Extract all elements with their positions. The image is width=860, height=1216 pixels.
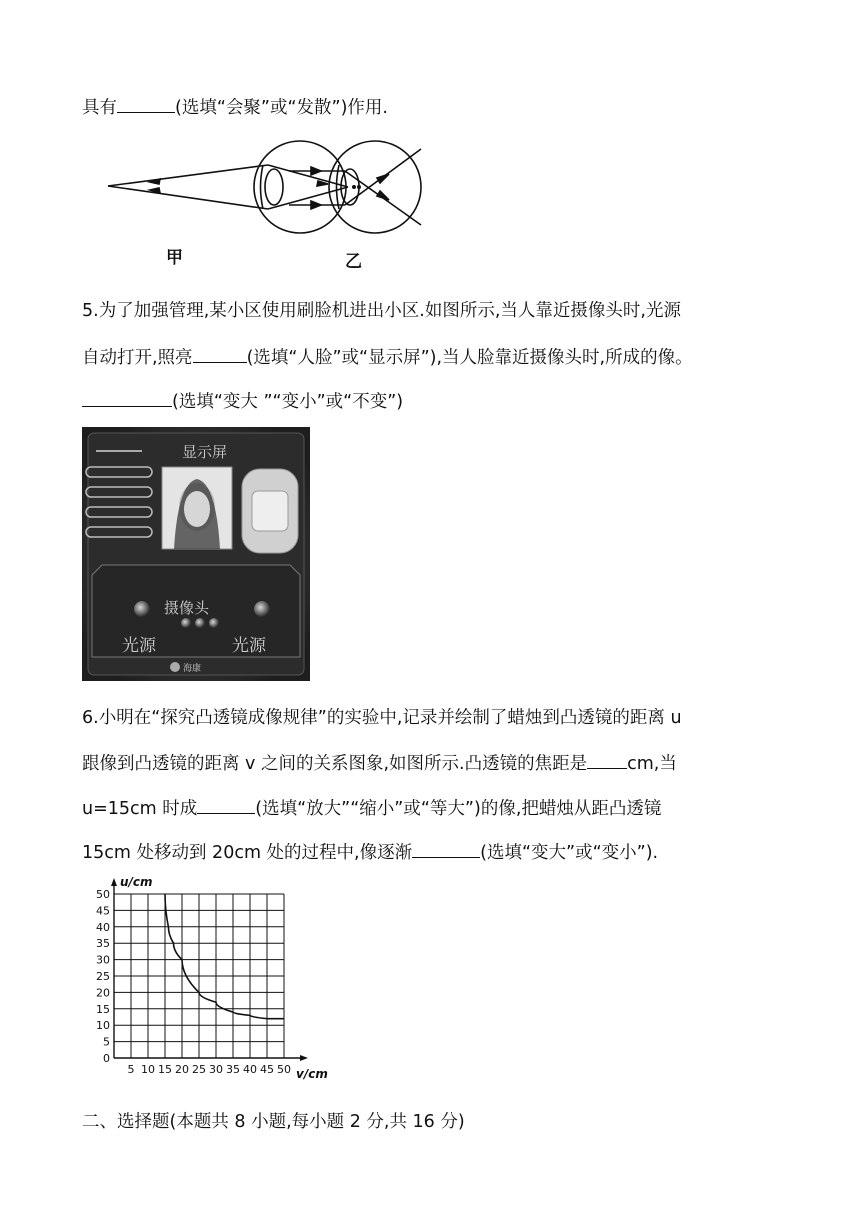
y-tick-label: 35 [96, 937, 110, 951]
x-axis-label: v/cm [296, 1067, 328, 1081]
q4-tail-line [82, 94, 388, 120]
y-axis-arrow [111, 878, 117, 886]
y-tick-label: 15 [96, 1002, 110, 1016]
q6-answer-blank-1[interactable] [587, 750, 627, 769]
q6-line3-text-a: u=15cm 时成 [82, 799, 198, 819]
camera-lens-right [209, 618, 219, 628]
y-tick-label: 30 [96, 953, 110, 967]
camera-label: 摄像头 [164, 599, 210, 617]
x-tick-label: 15 [158, 1063, 172, 1076]
chart-ticks [96, 888, 291, 1076]
brand-label: 海康 [183, 664, 202, 674]
q6-line2 [82, 750, 677, 776]
q6-line3-text-b: (选填“放大”“缩小”或“等大”)的像,把蜡烛从距凸透镜 [255, 799, 662, 819]
fig-label-right: 乙 [345, 252, 362, 272]
screen-label: 显示屏 [182, 443, 228, 461]
x-tick-label: 5 [127, 1063, 135, 1076]
q5-line2-text-a: 自动打开,照亮 [82, 348, 193, 368]
q5-line3 [82, 388, 403, 414]
y-axis-label: u/cm [120, 875, 153, 889]
q4-text-a: 具有 [82, 98, 117, 118]
q5-answer-blank-1[interactable] [193, 344, 247, 363]
x-tick-label: 40 [243, 1063, 257, 1076]
light-source-left [134, 601, 150, 617]
face-scanner-photo [82, 427, 310, 681]
y-tick-label: 40 [96, 920, 110, 934]
light-source-right [254, 601, 270, 617]
q6-answer-blank-3[interactable] [412, 839, 480, 858]
light-source-label-right: 光源 [232, 636, 266, 656]
fig-label-left: 甲 [166, 248, 183, 268]
x-tick-label: 10 [141, 1063, 155, 1076]
x-tick-label: 20 [175, 1063, 189, 1076]
section2-heading: 二、选择题(本题共 8 小题,每小题 2 分,共 16 分) [82, 1112, 465, 1132]
q6-line1: 6.小明在“探究凸透镜成像规律”的实验中,记录并绘制了蜡烛到凸透镜的距离 u [82, 708, 682, 728]
y-tick-label: 25 [96, 970, 110, 983]
x-tick-label: 30 [209, 1063, 223, 1076]
y-tick-label: 0 [103, 1052, 110, 1065]
x-tick-label: 35 [226, 1063, 240, 1076]
uv-chart [88, 872, 338, 1084]
x-tick-label: 50 [277, 1063, 291, 1076]
chart-grid [114, 894, 284, 1058]
camera-lens-center [195, 618, 205, 628]
u-v-curve [165, 894, 284, 1019]
q6-line3 [82, 795, 661, 821]
camera-lens-left [181, 618, 191, 628]
light-source-label-left: 光源 [122, 636, 156, 656]
q6-line4 [82, 839, 658, 865]
q6-line4-text-b: (选填“变大”或“变小”). [480, 843, 659, 863]
y-tick-label: 45 [96, 904, 110, 918]
q5-line1: 5.为了加强管理,某小区使用刷脸机进出小区.如图所示,当人靠近摄像头时,光源 [82, 301, 681, 321]
q4-text-b: (选填“会聚”或“发散”)作用. [175, 98, 388, 118]
q6-answer-blank-2[interactable] [197, 795, 255, 814]
y-tick-label: 5 [103, 1035, 110, 1049]
brand-logo-icon [170, 662, 180, 672]
x-tick-label: 25 [192, 1063, 206, 1076]
chart-axes [111, 878, 308, 1061]
q5-answer-blank-2[interactable] [82, 388, 172, 407]
q6-line4-text-a: 15cm 处移动到 20cm 处的过程中,像逐渐 [82, 843, 413, 863]
x-tick-label: 45 [260, 1063, 274, 1076]
q4-answer-blank[interactable] [117, 94, 175, 113]
q6-line2-text-a: 跟像到凸透镜的距离 v 之间的关系图象,如图所示.凸透镜的焦距是 [82, 754, 588, 774]
x-axis-arrow [300, 1055, 308, 1061]
y-tick-label: 20 [96, 986, 110, 1000]
q6-line2-text-b: cm,当 [627, 754, 677, 774]
y-tick-label: 10 [96, 1019, 110, 1033]
q5-line3-text-b: (选填“变大 ”“变小”或“不变”) [172, 392, 404, 412]
y-tick-label: 50 [96, 888, 110, 901]
q5-line2 [82, 344, 693, 370]
q5-line2-text-b: (选填“人脸”或“显示屏”),当人脸靠近摄像头时,所成的像。 [246, 348, 693, 368]
eye-diagram-right [285, 135, 435, 275]
